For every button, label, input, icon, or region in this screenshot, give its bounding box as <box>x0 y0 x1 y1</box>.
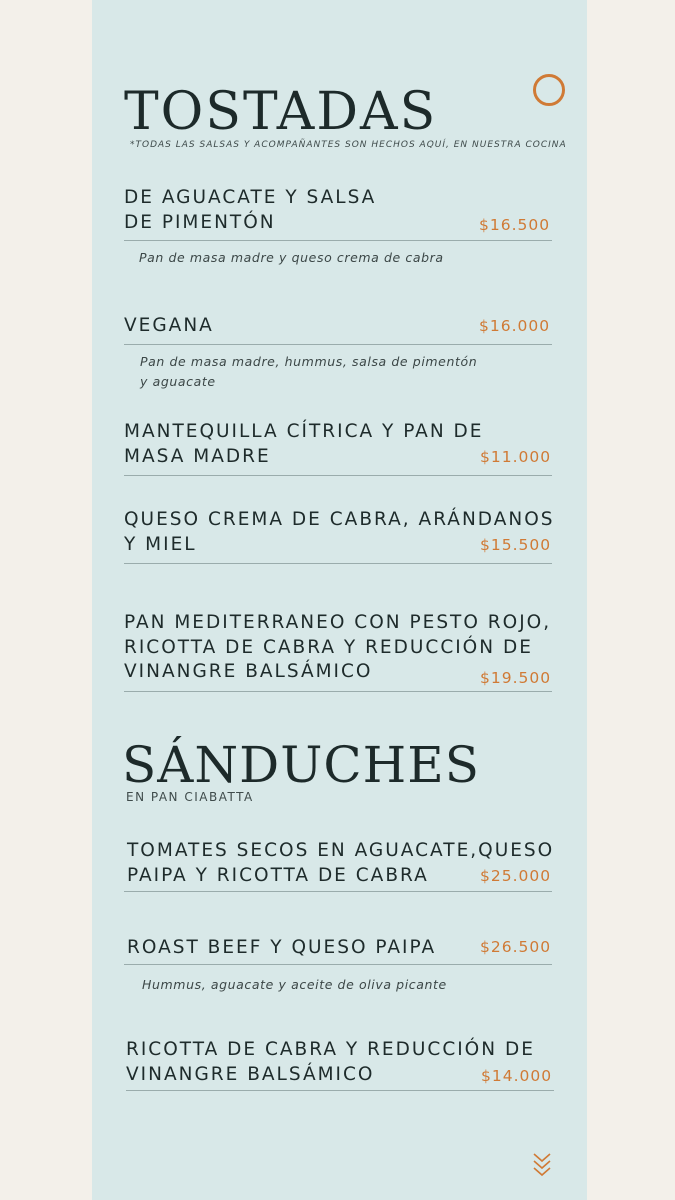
section-note-tostadas: *TODAS LAS SALSAS Y ACOMPAÑANTES SON HECHOS AQUÍ, EN NUESTRA COCINA <box>130 140 567 150</box>
section-title-tostadas: TOSTADAS <box>124 82 438 142</box>
item-description: Pan de masa madre y queso crema de cabra <box>139 250 444 265</box>
item-name: MANTEQUILLA CÍTRICA Y PAN DE MASA MADRE <box>124 421 484 467</box>
item-description: Pan de masa madre, hummus, salsa de pimentón y aguacate <box>140 354 478 389</box>
section-note-sanduches: EN PAN CIABATTA <box>126 790 254 804</box>
divider <box>124 475 552 476</box>
menu-panel <box>92 0 587 1200</box>
item-name: PAN MEDITERRANEO CON PESTO ROJO, RICOTTA DE CABRA Y REDUCCIÓN DE VINANGRE BALSÁMICO <box>124 612 552 682</box>
divider <box>124 891 552 892</box>
item-price: $11.000 <box>480 448 552 466</box>
item-price: $15.500 <box>480 536 552 554</box>
section-title-sanduches: SÁNDUCHES <box>122 736 480 794</box>
divider <box>124 344 552 345</box>
item-price: $25.000 <box>480 867 552 885</box>
item-name: QUESO CREMA DE CABRA, ARÁNDANOS Y MIEL <box>124 509 555 555</box>
divider <box>124 563 552 564</box>
item-name: VEGANA <box>124 315 214 336</box>
item-price: $14.000 <box>481 1067 553 1085</box>
item-price: $19.500 <box>480 669 552 687</box>
item-name: DE AGUACATE Y SALSA DE PIMENTÓN <box>124 187 377 233</box>
chevron-down-icon[interactable] <box>529 1150 555 1180</box>
item-name: ROAST BEEF Y QUESO PAIPA <box>127 937 437 958</box>
divider <box>126 1090 554 1091</box>
item-price: $16.000 <box>479 317 551 335</box>
item-name: TOMATES SECOS EN AGUACATE,QUESO PAIPA Y RICOTTA DE CABRA <box>127 840 555 886</box>
divider <box>124 964 552 965</box>
item-price: $26.500 <box>480 938 552 956</box>
circle-icon <box>533 74 565 106</box>
divider <box>124 691 552 692</box>
item-price: $16.500 <box>479 216 551 234</box>
item-description: Hummus, aguacate y aceite de oliva picante <box>142 977 447 992</box>
divider <box>124 240 552 241</box>
item-name: RICOTTA DE CABRA Y REDUCCIÓN DE VINANGRE BALSÁMICO <box>126 1039 535 1085</box>
